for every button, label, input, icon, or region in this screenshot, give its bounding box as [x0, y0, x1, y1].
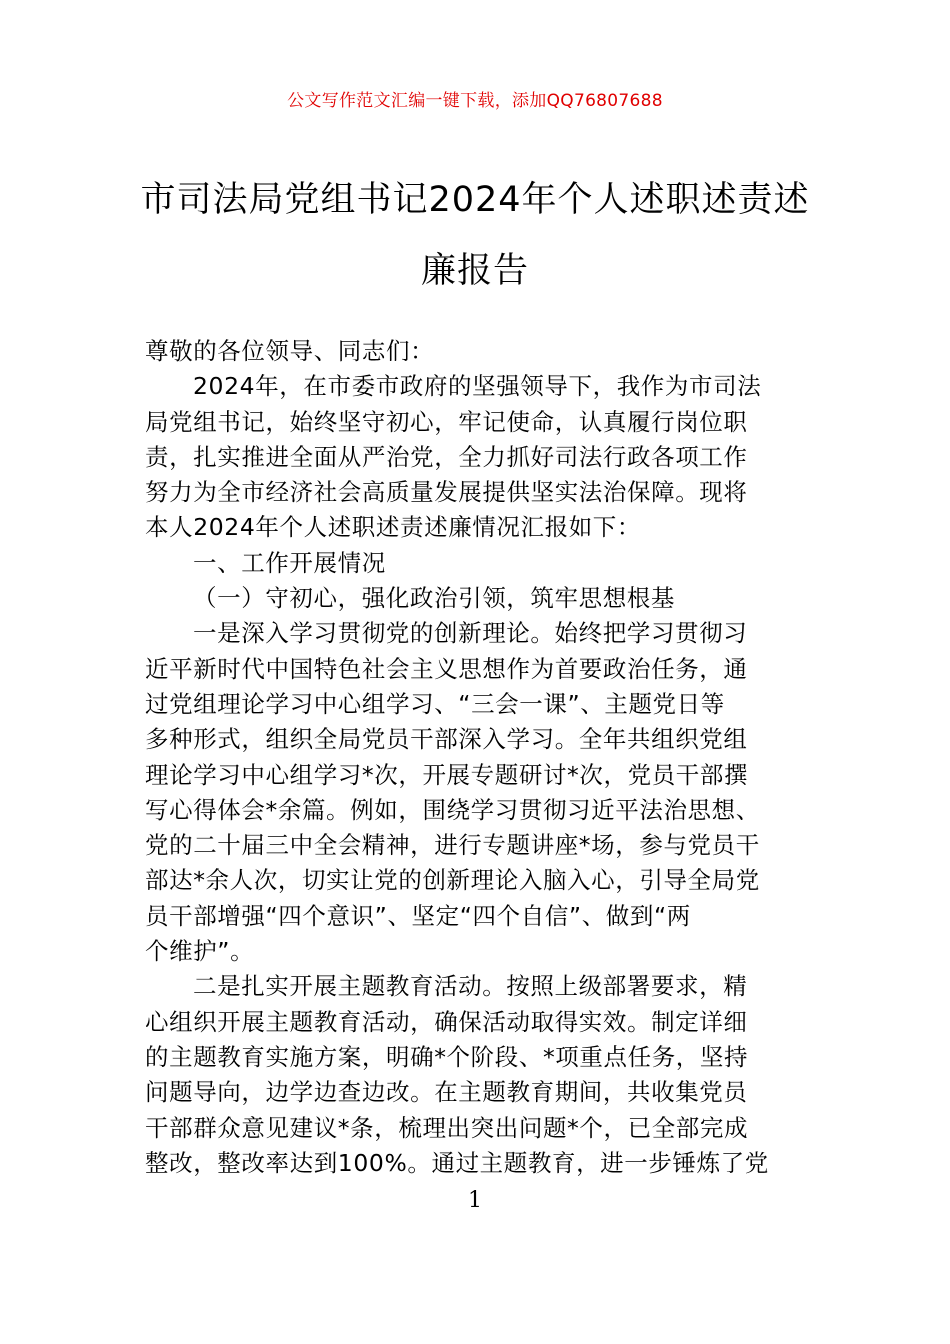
paragraph-line: 2024年，在市委市政府的坚强领导下，我作为市司法 [193, 372, 762, 401]
paragraph-line: 党的二十届三中全会精神，进行专题讲座*场，参与党员干 [145, 831, 760, 860]
paragraph-line: 努力为全市经济社会高质量发展提供坚实法治保障。现将 [145, 478, 748, 507]
download-notice: 公文写作范文汇编一键下载，添加QQ76807688 [287, 91, 663, 111]
paragraph-line: 责，扎实推进全面从严治党，全力抓好司法行政各项工作 [145, 442, 748, 471]
salutation: 尊敬的各位领导、同志们： [145, 337, 435, 365]
paragraph-line: 写心得体会*余篇。例如，围绕学习贯彻习近平法治思想、 [145, 795, 760, 824]
paragraph-line: 过党组理论学习中心组学习、“三会一课”、主题党日等 [145, 689, 725, 718]
document-body [145, 334, 810, 1181]
paragraph-line: 二是扎实开展主题教育活动。按照上级部署要求，精 [193, 972, 748, 1001]
paragraph-line: 心组织开展主题教育活动，确保活动取得实效。制定详细 [145, 1007, 748, 1036]
paragraph-line: 局党组书记，始终坚守初心，牢记使命，认真履行岗位职 [145, 407, 748, 436]
page-number: 1 [468, 1188, 482, 1213]
paragraph-line: 干部群众意见建议*条，梳理出突出问题*个，已全部完成 [145, 1113, 749, 1142]
paragraph-line: 个维护”。 [145, 937, 255, 966]
section-heading: 一、工作开展情况 [193, 548, 386, 577]
paragraph-line: 一是深入学习贯彻党的创新理论。始终把学习贯彻习 [193, 619, 748, 648]
paragraph-line: 本人2024年个人述职述责述廉情况汇报如下： [145, 513, 642, 542]
paragraph-line: 整改，整改率达到100%。通过主题教育，进一步锤炼了党 [145, 1148, 769, 1177]
document-title-line-1: 市司法局党组书记2024年个人述职述责述 [140, 180, 810, 220]
document-title-line-2: 廉报告 [420, 251, 529, 291]
paragraph-line: 员干部增强“四个意识”、坚定“四个自信”、做到“两 [145, 901, 691, 930]
paragraph-line: 问题导向，边学边查边改。在主题教育期间，共收集党员 [145, 1078, 748, 1107]
paragraph-line: 近平新时代中国特色社会主义思想作为首要政治任务，通 [145, 654, 748, 683]
paragraph-line: 的主题教育实施方案，明确*个阶段、*项重点任务，坚持 [145, 1042, 749, 1071]
subsection-heading: （一）守初心，强化政治引领，筑牢思想根基 [193, 584, 675, 613]
paragraph-line: 部达*余人次，切实让党的创新理论入脑入心，引导全局党 [145, 866, 760, 895]
paragraph-line: 多种形式，组织全局党员干部深入学习。全年共组织党组 [145, 725, 748, 754]
paragraph-line: 理论学习中心组学习*次，开展专题研讨*次，党员干部撰 [145, 760, 749, 789]
